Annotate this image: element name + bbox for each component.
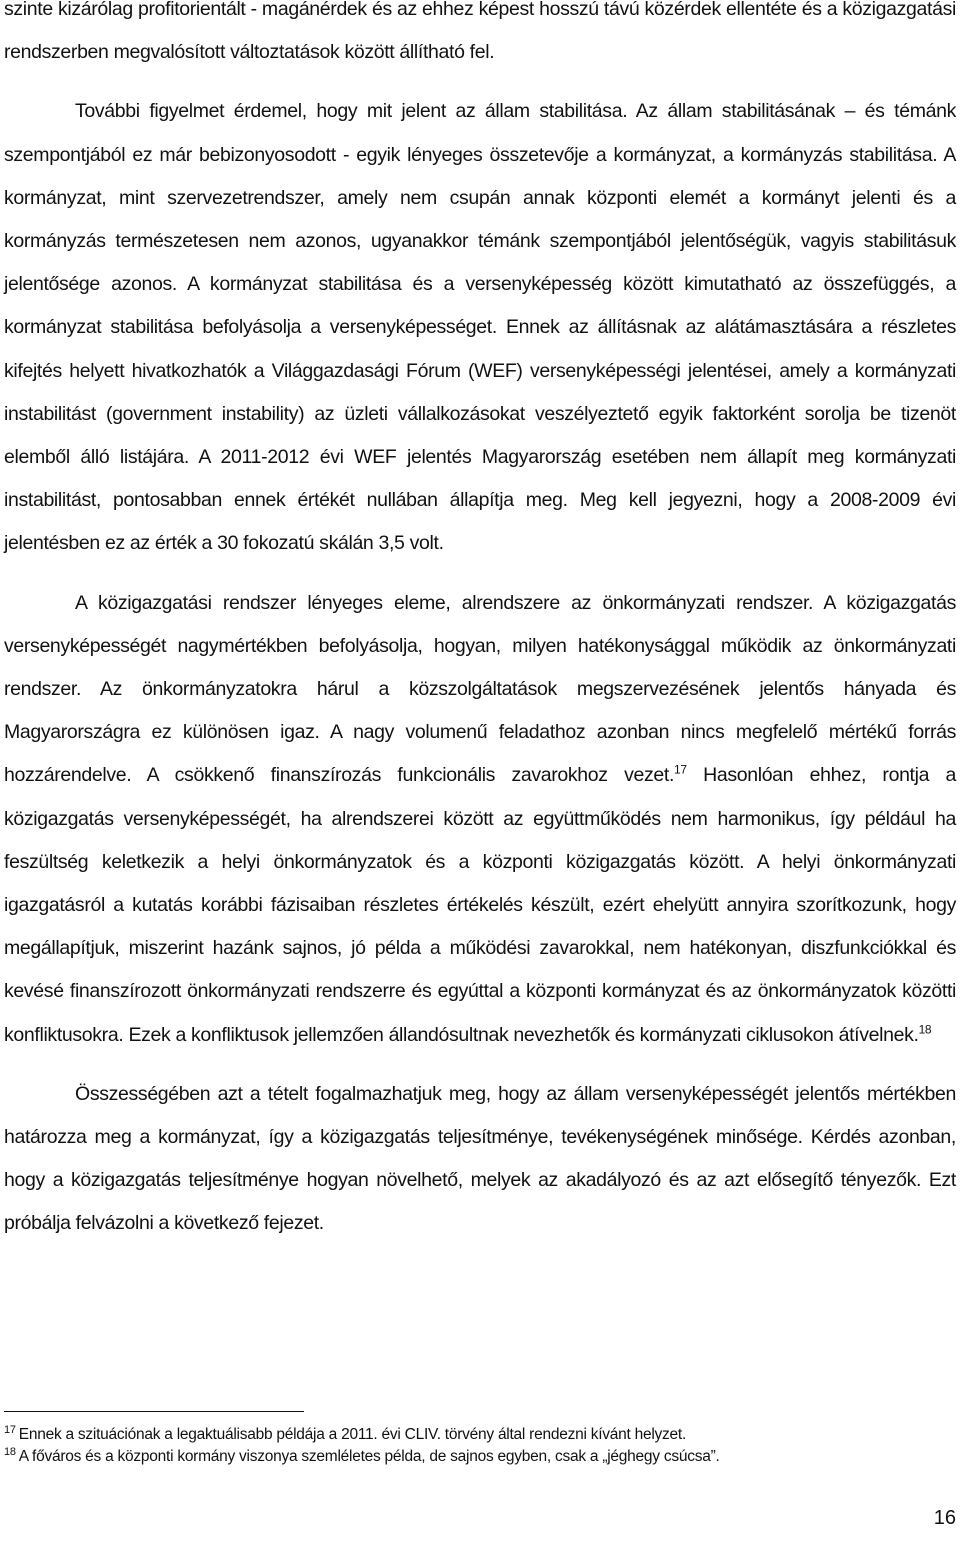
- paragraph-summary: Összességében azt a tételt fogalmazhatjuk meg, hogy az állam versenyképességét jelentős mértékben határozza meg a kormányzat, így a közigazgatás teljesítménye, tevékenységének minősége. Kérdés azonban, hogy a közigazgatás teljesítménye hogyan növelhető, melyek az akadályozó és az azt elősegítő tényezők. Ezt próbálja felvázolni a következő fejezet.: [4, 1082, 956, 1235]
- footnote-reference-18[interactable]: 18: [918, 1022, 932, 1037]
- footnote-text: Ennek a szituációnak a legaktuálisabb példája a 2011. évi CLIV. törvény által rendezni kívánt helyzet.: [18, 1426, 687, 1443]
- footnote-number: 18: [4, 1445, 16, 1458]
- paragraph-public-administration: [4, 582, 956, 1057]
- footnotes: [4, 1424, 956, 1468]
- footnote-18: [4, 1446, 956, 1468]
- page-number: 16: [933, 1507, 956, 1529]
- footnote-reference-17[interactable]: 17: [674, 762, 687, 777]
- footnote-text: A főváros és a központi kormány viszonya szemléletes példa, de sajnos egyben, csak a „jéghegy csúcsa”.: [18, 1448, 720, 1465]
- body-text: [4, 0, 956, 1246]
- footnote-number: 17: [4, 1423, 16, 1436]
- paragraph-state-stability: További figyelmet érdemel, hogy mit jelent az állam stabilitása. Az állam stabilitásának – és témánk szempontjából ez már bebizonyosodott - egyik lényeges összetevője a kormányzat, a kormányzás stabilitása. A kormányzat, mint szervezetrendszer, amely nem csupán annak központi elemét a kormányt jelenti és a kormányzás természetesen nem azonos, ugyanakkor témánk szempontjából jelentőségük, vagyis stabilitásuk jelentősége azonos. A kormányzat stabilitása és a versenyképesség között kimutatható az összefüggés, a kormányzat stabilitása befolyásolja a versenyképességet. Ennek az állításnak az alátámasztására a részletes kifejtés helyett hivatkozhatók a Világgazdasági Fórum (WEF) versenyképességi jelentései, amely a kormányzati instabilitást (government instability) az üzleti vállalkozásokat veszélyeztető egyik faktorként sorolja be tizenöt elemből álló listájára. A 2011-2012 évi WEF jelentés Magyarország esetében nem állapít meg kormányzati instabilitást, pontosabban ennek értékét nullában állapítja meg. Meg kell jegyezni, hogy a 2008-2009 évi jelentésben ez az érték a 30 fokozatú skálán 3,5 volt.: [4, 100, 956, 555]
- document-page: [4, 0, 956, 1543]
- paragraph-text-part-2: Hasonlóan ehhez, rontja a közigazgatás versenyképességét, ha alrendszerei között az együttműködés nem harmonikus, így például ha feszültség keletkezik a helyi önkormányzatok és a központi közigazgatás között. A helyi önkormányzati igazgatásról a kutatás korábbi fázisaiban részletes értékelés készült, ezért ehelyütt annyira szorítkozunk, hogy megállapítjuk, miszerint hazánk sajnos, jó példa a működési zavarokkal, nem hatékonyan, diszfunkciókkal és kevésé finanszírozott önkormányzati rendszerre és egyúttal a központi kormányzat és az önkormányzatok közötti konfliktusokra. Ezek a konfliktusok jellemzően állandósultnak nevezhetők és kormányzati ciklusokon átívelnek.: [4, 764, 957, 1046]
- paragraph-text-part-1: A közigazgatási rendszer lényeges eleme, alrendszere az önkormányzati rendszer. A közigazgatás versenyképességét nagymértékben befolyásolja, hogyan, milyen hatékonysággal működik az önkormányzati rendszer. Az önkormányzatokra hárul a közszolgáltatások megszervezésének jelentős hányada és Magyarországra ez különösen igaz. A nagy volumenű feladathoz azonban nincs megfelelő mértékű forrás hozzárendelve. A csökkenő finanszírozás funkcionális zavarokhoz vezet.: [4, 591, 956, 787]
- paragraph-continuation: szinte kizárólag profitorientált - magánérdek és az ehhez képest hosszú távú közérdek ellentéte és a közigazgatási rendszerben megvalósított változtatások között állítható fel.: [4, 0, 956, 64]
- footnote-separator: [4, 1411, 304, 1412]
- footnote-17: [4, 1424, 956, 1446]
